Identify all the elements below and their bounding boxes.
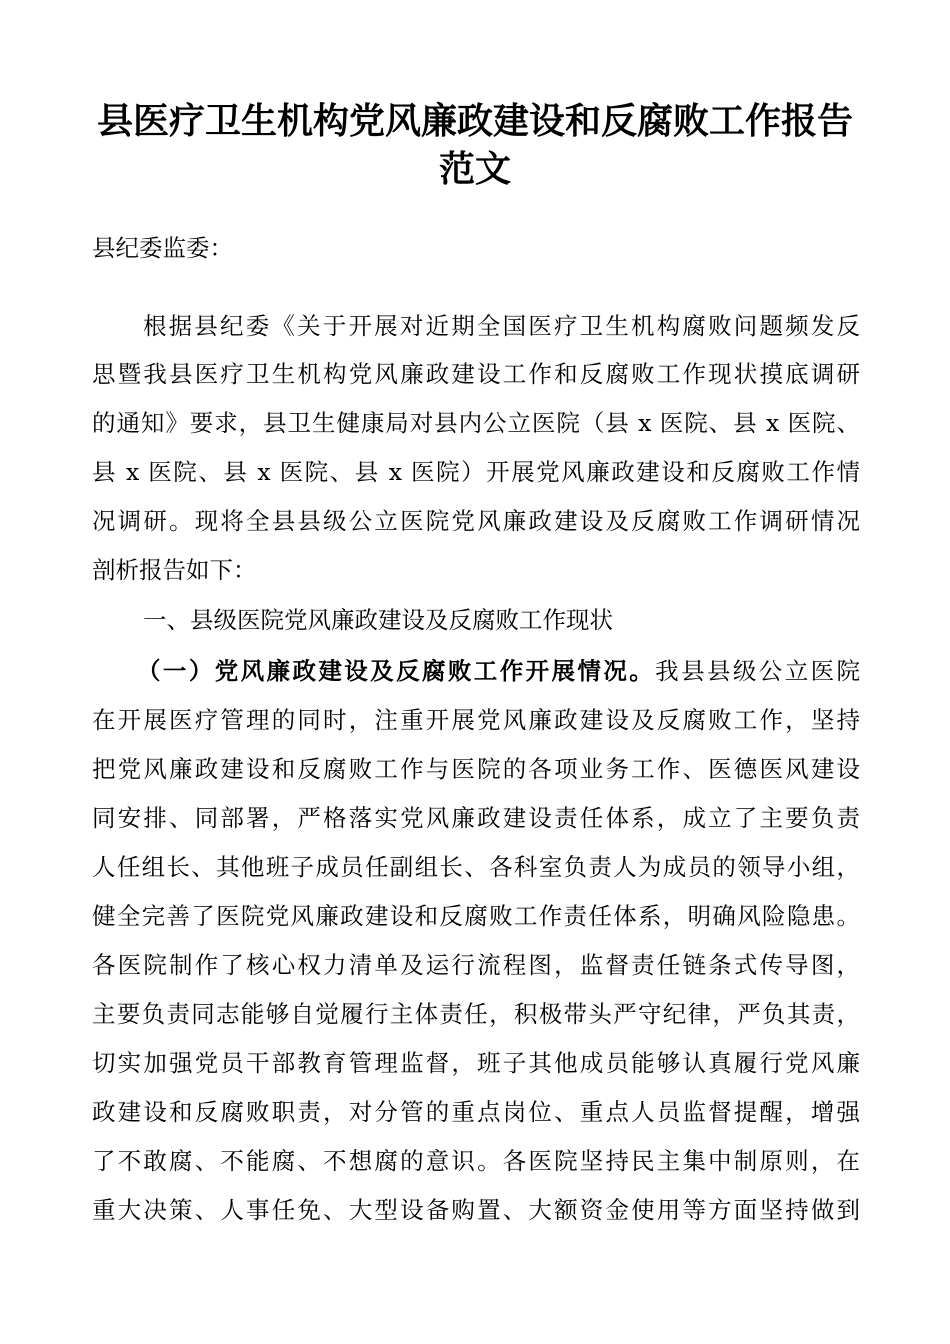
subsection-1-first-line-text: 我县县级公立医院 <box>655 657 860 685</box>
intro-line-1: 根据县纪委《关于开展对近期全国医疗卫生机构腐败问题频发反 <box>143 312 860 340</box>
intro-line-6: 剖析报告如下： <box>92 556 257 584</box>
body-line-6: 各医院制作了核心权力清单及运行流程图，监督责任链条式传导图， <box>92 951 860 979</box>
document-title-line-2: 范文 <box>438 149 511 190</box>
subsection-1-first-line <box>137 656 860 686</box>
body-line-4: 人任组长、其他班子成员任副组长、各科室负责人为成员的领导小组， <box>92 853 860 881</box>
body-line-2: 把党风廉政建设和反腐败工作与医院的各项业务工作、医德医风建设 <box>92 755 860 783</box>
intro-line-3: 的通知》要求，县卫生健康局对县内公立医院（县 x 医院、县 x 医院、 <box>92 409 860 437</box>
salutation: 县纪委监委： <box>92 234 233 262</box>
body-line-5: 健全完善了医院党风廉政建设和反腐败工作责任体系，明确风险隐患。 <box>92 902 860 930</box>
body-line-3: 同安排、同部署，严格落实党风廉政建设责任体系，成立了主要负责 <box>92 804 860 832</box>
body-line-11: 重大决策、人事任免、大型设备购置、大额资金使用等方面坚持做到 <box>92 1196 860 1224</box>
document-title-line-1: 县医疗卫生机构党风廉政建设和反腐败工作报告 <box>96 101 853 142</box>
body-line-8: 切实加强党员干部教育管理监督，班子其他成员能够认真履行党风廉 <box>92 1049 860 1077</box>
body-line-7: 主要负责同志能够自觉履行主体责任，积极带头严守纪律，严负其责， <box>92 1000 860 1028</box>
subsection-1-heading: （一）党风廉政建设及反腐败工作开展情况。 <box>137 657 656 685</box>
intro-line-2: 思暨我县医疗卫生机构党风廉政建设工作和反腐败工作现状摸底调研 <box>92 360 860 388</box>
intro-line-4: 县 x 医院、县 x 医院、县 x 医院）开展党风廉政建设和反腐败工作情 <box>92 458 860 486</box>
section-1-heading: 一、县级医院党风廉政建设及反腐败工作现状 <box>143 606 613 634</box>
body-line-10: 了不敢腐、不能腐、不想腐的意识。各医院坚持民主集中制原则，在 <box>92 1147 860 1175</box>
intro-line-5: 况调研。现将全县县级公立医院党风廉政建设及反腐败工作调研情况 <box>92 507 860 535</box>
body-line-9: 政建设和反腐败职责，对分管的重点岗位、重点人员监督提醒，增强 <box>92 1098 860 1126</box>
body-line-1: 在开展医疗管理的同时，注重开展党风廉政建设及反腐败工作，坚持 <box>92 706 860 734</box>
